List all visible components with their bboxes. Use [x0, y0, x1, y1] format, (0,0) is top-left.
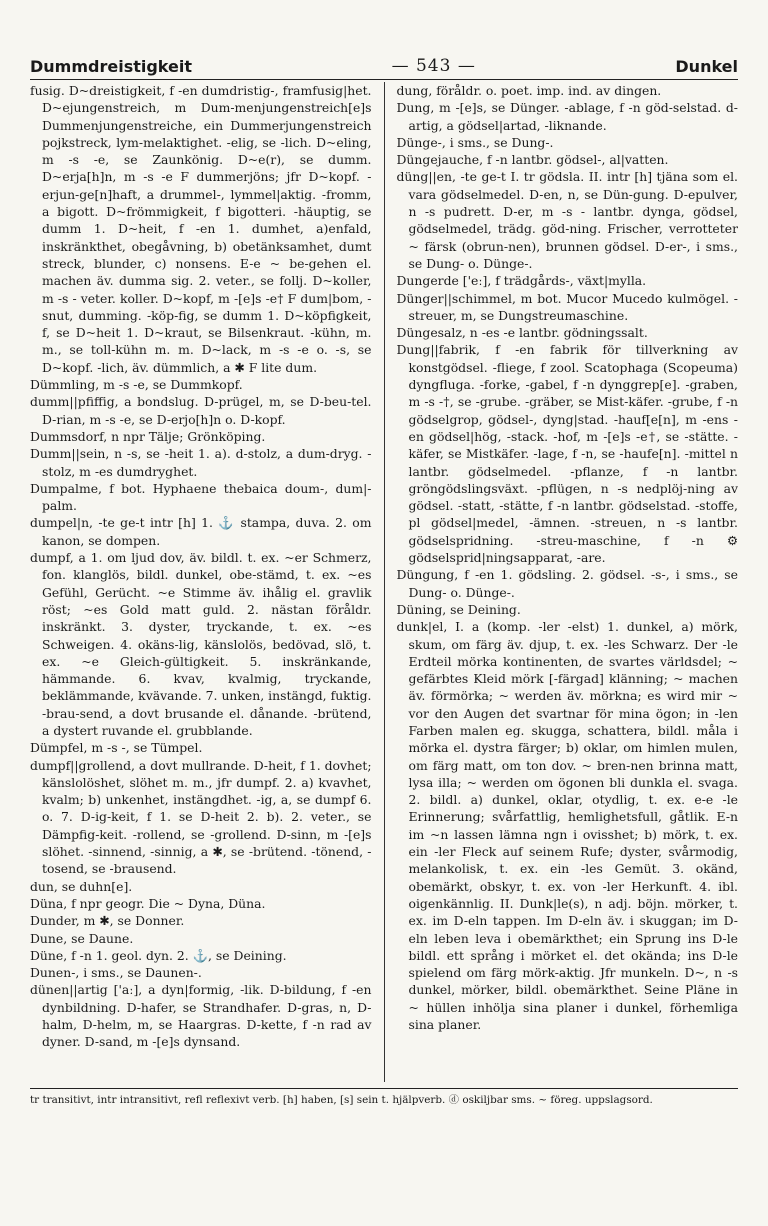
entry: Düngung, f -en 1. gödsling. 2. gödsel. -s-, i sms., se Dung- o. Dünge-.	[396, 567, 738, 600]
entry: düng||en, -te ge-t I. tr gödsla. II. intr [h] tjäna som el. vara gödselmedel. D-en, n, se Dün-gung. D-epulver, n -s pudrett. D-er, m -s - lantbr. dynga, gödsel, gödselmedel, trädg. göd-ning. Frischer, verrotteter ~ färsk (obrun-nen), brunnen gödsel. D-er-, i sms., se Dung- o. Dünge-.	[396, 169, 738, 271]
page-header	[30, 46, 738, 80]
column-divider	[384, 82, 385, 1082]
entry: dumpf, a 1. om ljud dov, äv. bildl. t. ex. ~er Schmerz, fon. klanglös, bildl. dunkel, obe-stämd, t. ex. ~es Gefühl, Gerücht. ~e Stimme äv. ihålig el. gravlik röst; ~es Gold matt guld. 2. nästan föråldr. inskränkt. 3. dyster, tryckande, t. ex. ~es Schweigen. 4. okäns-lig, känslolös, bedövad, slö, t. ex. ~e Gleich-gültigkeit. 5. inskränkande, hämmande. 6. kvav, kvalmig, tryckande, beklämmande, kvävande. 7. unken, instängd, fuktig. -brau-send, a dovt brusande el. dånande. -brütend, a dystert ruvande el. grubblande.	[30, 550, 372, 738]
entry: dumm||pfiffig, a bondslug. D-prügel, m, se D-beu-tel. D-rian, m -s -e, se D-erjo[h]n o. D-kopf.	[30, 394, 372, 427]
abbreviation-footer: tr transitivt, intr intransitivt, refl reflexivt verb. [h] haben, [s] sein t. hjälpverb. ⓓ oskiljbar sms. ~ föreg. uppslagsord.	[30, 1088, 738, 1107]
page-number: — 543 —	[391, 56, 476, 76]
entry: Düne, f -n 1. geol. dyn. 2. ⚓, se Deining.	[30, 947, 287, 963]
entry: Dumpalme, f bot. Hyphaene thebaica doum-, dum|-palm.	[30, 480, 372, 514]
entry: Dung, m -[e]s, se Dünger. -ablage, f -n göd-selstad. d-artig, a gödsel|artad, -liknande.	[396, 100, 738, 133]
entry: Dummsdorf, n npr Tälje; Grönköping.	[30, 428, 266, 444]
entry: Düna, f npr geogr. Die ~ Dyna, Düna.	[30, 895, 266, 911]
entry: Dümmling, m -s -e, se Dummkopf.	[30, 377, 243, 393]
entry: dunk|el, I. a (komp. -ler -elst) 1. dunkel, a) mörk, skum, om färg äv. djup, t. ex. -les Schwarz. Der -le Erdteil mörka kontinenten, de svartes världsdel; ~ gefärbtes Kleid mörk [-färgad] klänning; ~ machen äv. förmörka; ~ werden äv. mörkna; es wird mir ~ vor den Augen det svartnar för mina ögon; in -len Farben malen eg. skugga, schattera, bildl. måla i mörka el. dystra färger; b) oklar, om himlen mulen, om färg matt, om ton dov. ~ bren-nen brinna matt, lysa illa; ~ werden om ögonen bli dunkla el. svaga. 2. bildl. a) dunkel, oklar, otydlig, t. ex. e-e -le Erinnerung; svårfattlig, hemlighetsfull, gåtlik. E-n im ~n lassen lämna ngn i ovisshet; b) mörk, t. ex. ein -ler Fleck auf seinem Rufe; dyster, svårmodig, melankolisk, t. ex. ein -les Gemüt. 3. okänd, obemärkt, obskyr, t. ex. von -ler Herkunft. 4. ibl. oigenkännlig. II. Dunk|le(s), n adj. böjn. mörker, t. ex. im D-eln tappen. Im D-eln äv. i skuggan; im D-eln leben leva i obemärkthet; ein Sprung ins D-le bildl. ett språng i mörket el. det okända; ins D-le spielend om färg mörk-aktig. Jfr munkeln. D~, n -s dunkel, mörker, bildl. obemärkthet. Seine Pläne in ~ hüllen inhölja sina planer i dunkel, förhemliga sina planer.	[396, 619, 738, 1033]
entry: dung, föråldr. o. poet. imp. ind. av dingen.	[396, 83, 662, 98]
entry: Düning, se Deining.	[396, 601, 521, 617]
left-column	[30, 82, 372, 1082]
entry: Dune, se Daune.	[30, 930, 134, 946]
header-first-word: Dummdreistigkeit	[30, 57, 192, 76]
entry: Dünge-, i sms., se Dung-.	[396, 134, 554, 150]
entry: dumpel|n, -te ge-t intr [h] 1. ⚓ stampa, duva. 2. om kanon, se dompen.	[30, 515, 372, 548]
entry: Düngesalz, n -es -e lantbr. gödningssalt.	[396, 325, 648, 341]
right-column	[397, 82, 739, 1082]
entry-columns	[30, 82, 738, 1082]
entry: Düngejauche, f -n lantbr. gödsel-, al|vatten.	[396, 152, 669, 168]
entry: Dunen-, i sms., se Daunen-.	[30, 965, 202, 981]
header-last-word: Dunkel	[675, 57, 738, 76]
entry: Dumm||sein, n -s, se -heit 1. a). d-stolz, a dum-dryg. -stolz, m -es dumdryghet.	[30, 446, 372, 479]
entry: Dümpfel, m -s -, se Tümpel.	[30, 740, 203, 756]
entry: Dunder, m ✱, se Donner.	[30, 913, 185, 929]
entry: Dünger||schimmel, m bot. Mucor Mucedo kulmögel. -streuer, m, se Dungstreumaschine.	[396, 290, 738, 323]
entry: dumpf||grollend, a dovt mullrande. D-heit, f 1. dovhet; känslolöshet, slöhet m. m., jfr dumpf. 2. a) kvavhet, kvalm; b) unkenhet, instängdhet. -ig, a, se dumpf 6. o. 7. D-ig-keit, f 1. se D-heit 2. b). 2. veter., se Dämpfig-keit. -rollend, se -grollend. D-sinn, m -[e]s slöhet. -sinnend, -sinnig, a ✱, se -brütend. -tönend, -tosend, se -brausend.	[30, 757, 372, 877]
entry: dun, se duhn[e].	[30, 878, 133, 894]
entry: Dung||fabrik, f -en fabrik för tillverkning av konstgödsel. -fliege, f zool. Scatophaga (Scopeuma) dyngfluga. -forke, -gabel, f -n dynggrep[e]. -graben, m -s -†, se -grube. -gräber, se Mist-käfer. -grube, f -n gödselgrop, gödsel-, dyng|stad. -hauf[e[n], m -ens -en gödsel|hög, -stack. -hof, m -[e]s -e†, se -stätte. -käfer, se Mistkäfer. -lage, f -n, se -haufe[n]. -mittel n lantbr. gödselmedel. -pflanze, f -n lantbr. gröngödslingsväxt. -pflügen, n -s nedplöj-ning av gödsel. -statt, -stätte, f -n lantbr. gödselstad. -stoffe, pl gödsel|medel, -ämnen. -streuen, n -s lantbr. gödselspridning. -streu-maschine, f -n ⚙ gödselsprid|ningsapparat, -are.	[396, 342, 738, 566]
entry: fusig. D~dreistigkeit, f -en dumdristig-, framfusig|het. D~ejungenstreich, m Dum-menjungenstreich[e]s Dummenjungenstreiche, ein Dummerjungenstreich pojkstreck, lym-melaktighet. -elig, se -lich. D~eling, m -s -e, se Zaunkönig. D~e(r), se dumm. D~erja[h]n, m -s -e F dummerjöns; jfr D~kopf. -erjun-ge[n]haft, a drummel-, lymmel|aktig. -fromm, a bigott. D~frömmigkeit, f bigotteri. -häuptig, se dumm 1. D~heit, f -en 1. dumhet, a)enfald, inskränkthet, obegåvning, b) obetänksamhet, dumt streck, blunder, c) nonsens. E-e ~ be-gehen el. machen äv. dumma sig. 2. veter., se follj. D~koller, m -s - veter. koller. D~kopf, m -[e]s -e† F dum|bom, -snut, dumming. -köp-fig, se dumm 1. D~köpfigkeit, f, se D~heit 1. D~kraut, se Bilsenkraut. -kühn, m. m., se toll-kühn m. m. D~lack, m -s -e o. -s, se D~kopf. -lich, äv. dümmlich, a ✱ F lite dum.	[30, 83, 372, 375]
entry: Dungerde ['eː], f trädgårds-, växt|mylla.	[396, 273, 647, 289]
entry: dünen||artig ['aː], a dyn|formig, -lik. D-bildung, f -en dynbildning. D-hafer, se Strandhafer. D-gras, n, D-halm, D-helm, m, se Haargras. D-kette, f -n rad av dyner. D-sand, m -[e]s dynsand.	[30, 982, 372, 1050]
